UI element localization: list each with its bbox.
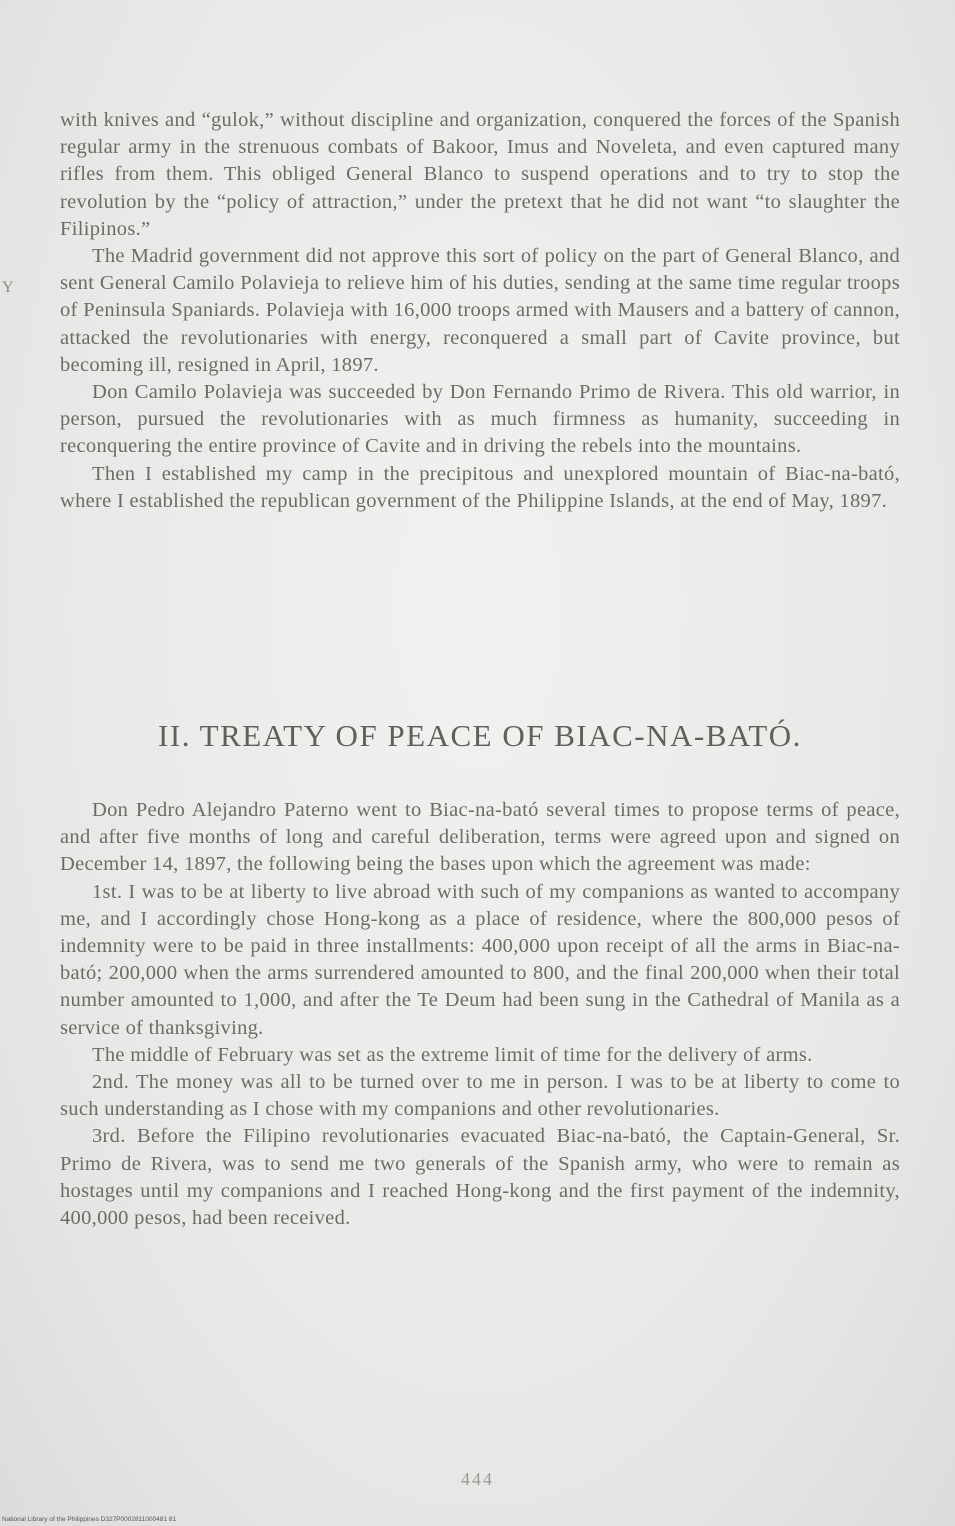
paragraph: 3rd. Before the Filipino revolutionaries evacuated Biac-na-bató, the Captain-General, Sr. Primo de Rivera, was to send me two generals of the Spanish army, who were to remain as hostages until my companions and I reached Hong-kong and the first payment of the indemnity, 400,000 pesos, had been received. [60, 1125, 900, 1230]
paragraph: with knives and “gulok,” without discipline and organization, conquered the forces of the Spanish regular army in the strenuous combats of Bakoor, Imus and Noveleta, and even captured many rifles from them. This obliged General Blanco to suspend operations and to try to stop the revolution by the “policy of attraction,” under the pretext that he did not want “to slaughter the Filipinos.” [60, 109, 900, 240]
paragraph: Don Camilo Polavieja was succeeded by Don Fernando Primo de Rivera. This old warrior, in person, pursued the revolutionaries with as much firmness as humanity, succeeding in reconquering the entire province of Cavite and in driving the rebels into the mountains. [60, 381, 900, 458]
paragraph: 2nd. The money was all to be turned over to me in person. I was to be at liberty to come to such understanding as I chose with my companions and other revolutionaries. [60, 1071, 900, 1121]
bottom-text-block [60, 797, 900, 1232]
paragraph: The middle of February was set as the extreme limit of time for the delivery of arms. [92, 1043, 813, 1066]
page-number: 444 [461, 1469, 494, 1489]
paragraph: 1st. I was to be at liberty to live abroad with such of my companions as wanted to accompany me, and I accordingly chose Hong-kong as a place of residence, where the 800,000 pesos of indemnity were to be paid in three installments: 400,000 upon receipt of all the arms in Biac-na-bató; 200,000 when the arms surrendered amounted to 800, and the final 200,000 when their total number amounted to 1,000, and after the Te Deum had been sung in the Cathedral of Manila as a service of thanksgiving. [60, 880, 900, 1039]
paragraph: Don Pedro Alejandro Paterno went to Biac-na-bató several times to propose terms of peace, and after five months of long and careful deliberation, terms were agreed upon and signed on December 14, 1897, the following being the bases upon which the agreement was made: [60, 799, 900, 876]
paragraph: The Madrid government did not approve this sort of policy on the part of General Blanco, and sent General Camilo Polavieja to relieve him of his duties, sending at the same time regular troops of Peninsula Spaniards. Polavieja with 16,000 troops armed with Mausers and a battery of cannon, attacked the revolutionaries with energy, reconquered a small part of Cavite province, but becoming ill, resigned in April, 1897. [60, 245, 900, 376]
section-heading: II. TREATY OF PEACE OF BIAC-NA-BATÓ. [158, 718, 802, 753]
margin-mark: Y [2, 279, 14, 296]
footer-credit: National Library of the Philippines D327P0002811000481 81 [2, 1516, 177, 1523]
top-text-block [60, 107, 900, 515]
paragraph: Then I established my camp in the precipitous and unexplored mountain of Biac-na-bató, where I established the republican government of the Philippine Islands, at the end of May, 1897. [60, 462, 900, 512]
